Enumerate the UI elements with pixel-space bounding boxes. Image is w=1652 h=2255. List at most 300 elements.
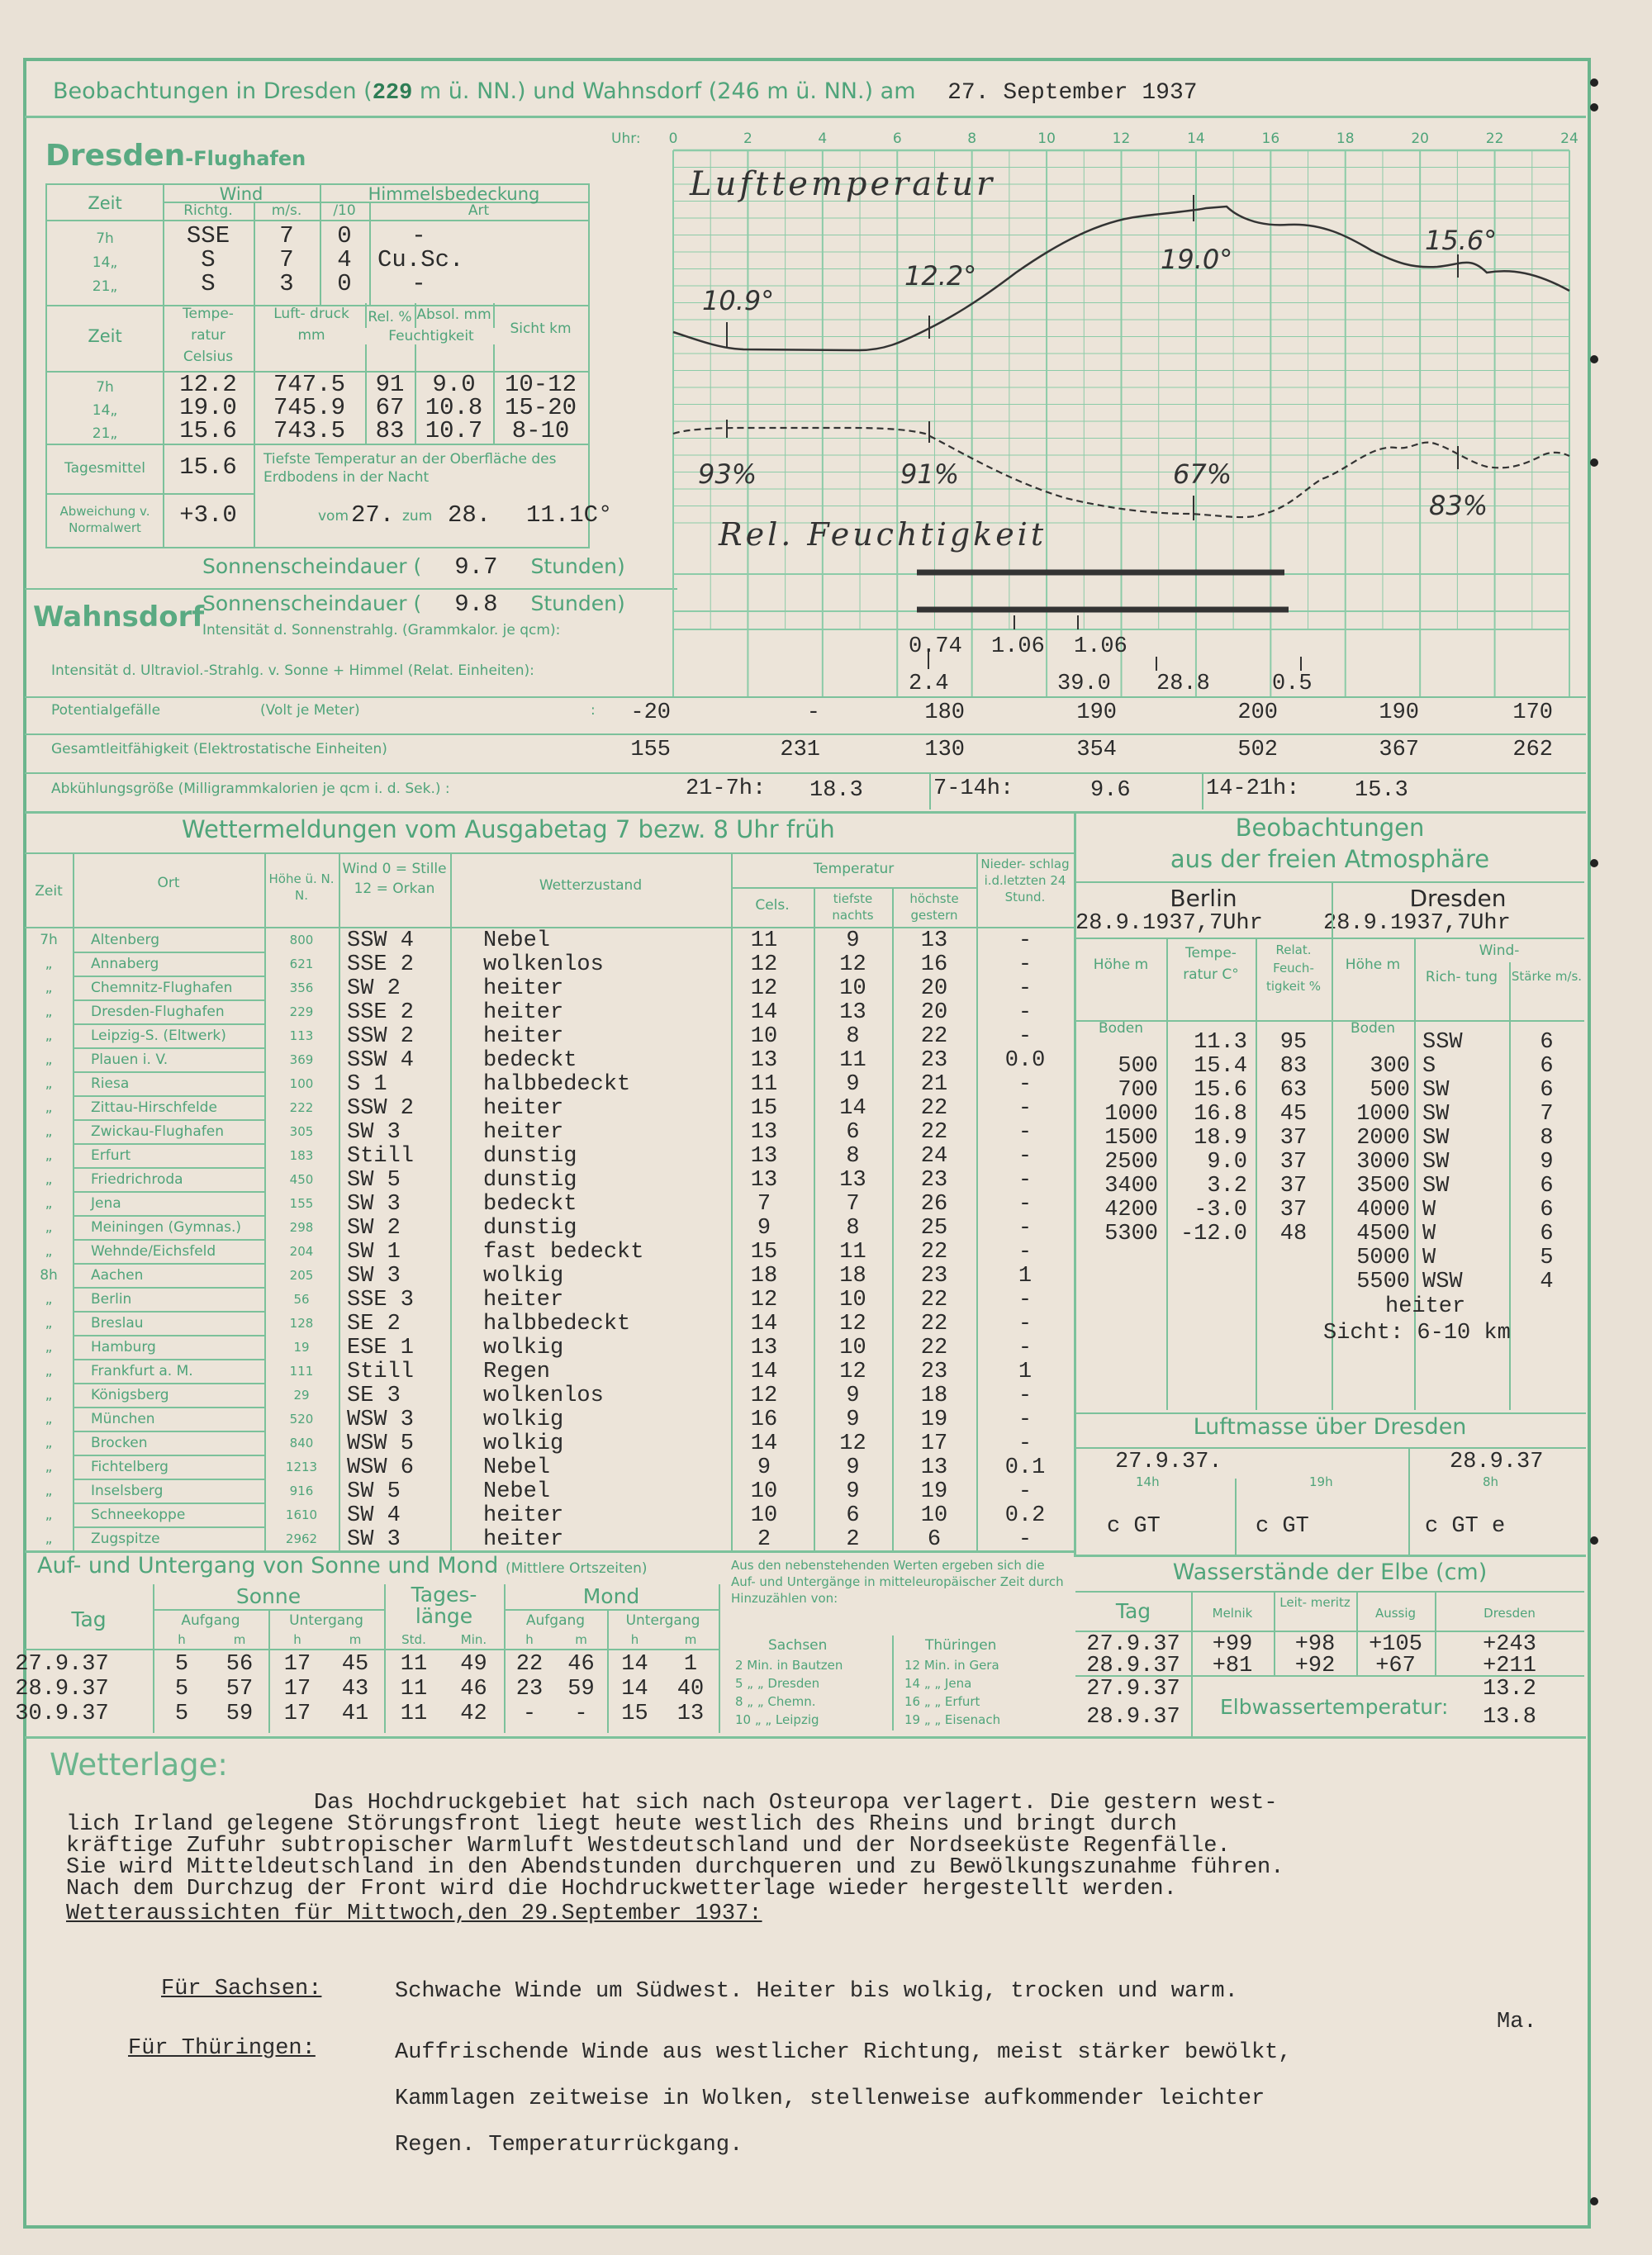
row-hoehe: 29: [293, 1388, 310, 1403]
row-zeit: „: [45, 1028, 53, 1044]
row-tief: 2: [846, 1527, 860, 1552]
row-tief: 9: [846, 1072, 860, 1097]
berlin-hoehe: 1000: [1104, 1102, 1158, 1127]
report-date: 27. September 1937: [947, 80, 1198, 106]
row-ort: Zwickau-Flughafen: [91, 1123, 224, 1140]
mez-sachsen: 8 „ „ Chemn.: [735, 1694, 816, 1709]
row-nieder: -: [1018, 1216, 1032, 1241]
elbe-temp-date: 27.9.37: [1086, 1677, 1180, 1702]
row-hoch: 22: [920, 1312, 948, 1336]
dresden-staerke: 6: [1540, 1198, 1554, 1222]
row-zustand: wolkenlos: [483, 1384, 604, 1408]
row-zustand: dunstig: [483, 1216, 577, 1241]
row-zustand: wolkig: [483, 1408, 564, 1432]
row-cels: 13: [750, 1144, 778, 1169]
elbe-cell: +99: [1212, 1632, 1253, 1657]
row-ort: Friedrichroda: [91, 1171, 183, 1188]
dresden-richtung: SW: [1422, 1150, 1450, 1175]
row-ort: Brocken: [91, 1435, 148, 1451]
wetterlage-title: Wetterlage:: [50, 1747, 228, 1783]
row-ort: Meiningen (Gymnas.): [91, 1219, 242, 1236]
row-tief: 12: [839, 952, 866, 977]
row-ort: Hamburg: [91, 1339, 156, 1355]
row-hoehe: 100: [289, 1076, 314, 1091]
sun-cell: 57: [225, 1677, 254, 1702]
row-hoch: 17: [920, 1431, 948, 1456]
row-nieder: -: [1018, 1120, 1032, 1145]
sun-cell: 59: [567, 1677, 595, 1702]
row-zustand: bedeckt: [483, 1192, 577, 1217]
berlin-feucht: 95: [1279, 1030, 1308, 1055]
punch-hole: [1590, 2197, 1598, 2205]
leit-value: 354: [1076, 738, 1117, 762]
row-zustand: wolkig: [483, 1336, 564, 1360]
hour-tick: 22: [1485, 131, 1504, 147]
row-nieder: -: [1018, 1408, 1032, 1432]
punch-hole: [1590, 859, 1598, 867]
row-hoehe: 204: [289, 1244, 314, 1259]
sun-cell: 27.9.37: [15, 1652, 109, 1677]
berlin-hoehe: 2500: [1104, 1150, 1158, 1175]
header-title: Beobachtungen in Dresden (229 m ü. NN.) und Wahnsdorf (246 m ü. NN.) am 27. September 1937: [53, 78, 1198, 106]
row-ort: Breslau: [91, 1315, 144, 1332]
row-cels: 14: [750, 1000, 778, 1025]
dresden-richtung: SW: [1422, 1078, 1450, 1103]
row-zeit: „: [45, 1195, 53, 1212]
uv-value: 28.8: [1156, 672, 1210, 696]
graph-title-rel-feuchtigkeit: Rel. Feuchtigkeit: [719, 516, 1047, 553]
row-zustand: halbbedeckt: [483, 1072, 631, 1097]
row-zustand: heiter: [483, 1527, 564, 1552]
hum-label-4: 83%: [1429, 490, 1488, 521]
sun-cell: 5: [174, 1677, 189, 1702]
uv-value: 2.4: [909, 672, 949, 696]
row-tief: 12: [839, 1431, 866, 1456]
row-hoch: 26: [920, 1192, 948, 1217]
sun-cell: 56: [225, 1652, 254, 1677]
elbe-cell: +67: [1375, 1654, 1416, 1678]
row-cels: 14: [750, 1360, 778, 1384]
dresden-richtung: WSW: [1422, 1270, 1463, 1294]
row-tief: 7: [846, 1192, 860, 1217]
berlin-feucht: 48: [1279, 1222, 1308, 1246]
dresden-staerke: 6: [1540, 1030, 1554, 1055]
row-cels: 10: [750, 1479, 778, 1504]
row-ort: Wehnde/Eichsfeld: [91, 1243, 216, 1260]
intensity-value: 1.06: [991, 634, 1045, 659]
row-hoehe: 916: [289, 1484, 314, 1498]
berlin-feucht: 37: [1279, 1126, 1308, 1151]
row-tief: 13: [839, 1000, 866, 1025]
row-cels: 9: [757, 1216, 771, 1241]
weather-reports-table: Zeit Ort Höhe ü. N. N. Wind 0 = Stille 12 = Orkan Wetterzustand Temperatur Cels. tiefste nachts höchste gestern Nieder- schlag i.d.letzten 24 Stund. 7h Altenberg 800 SSW 4 Nebel 11 9 13 - „ Annaberg 621 SSE 2 wolkenlos 12 12 16 - „ Chemnitz-Flughafen 356 SW 2 heiter 12 10 20 - „ Dresden-Flughafen 229 SSE 2 heiter 14 13 20 - „ Leipzig-S. (Eltwerk) 113 SSW 2 heiter 10 8 22 - „ Plauen i. V. 369 SSW 4 bedeckt 13 11 23 0.0 „ Riesa 100 S 1 halbbedeckt 11 9 21 - „ Zittau-Hirschfelde 222 SSW 2 heiter 15 14 22 - „ Zwickau-Flughafen 305 SW 3 heiter 13 6 22 - „ Erfurt 183 Still dunstig 13 8 24 - „ Friedrichroda 450 SW 5 dunstig 13 13 23 - „ Jena 155 SW 3 bedeckt 7 7 26 - „ Meiningen (Gymnas.) 298 SW 2 dunstig 9 8 25 - „ Wehnde/Eichsfeld 204 SW 1 fast bedeckt 15 11 22 - 8h Aachen 205 SW 3 wolkig 18 18 23 1 „ Berlin 56 SSE 3 heiter 12 10 22 - „ Breslau 128 SE 2 halbbedeckt 14 12 22 - „ Hamburg 19 ESE 1 wolkig 13 10 22 - „ Frankfurt a. M. 111 Still Regen 14 12 23 1 „ Königsberg 29 SE 3 wolkenlos 12 9 18 - „ München 520 WSW 3 wolkig 16 9 19 - „ Brocken 840 WSW 5 wolkig 14 12 17 - „ Fichtelberg 1213 WSW 6 Nebel 9 9 13 0.1 „ Inselsberg 916 SW 5 Nebel 10 9 19 - „ Schneekoppe 1610 SW 4 heiter 10 6 10 0.2 „ Zugspitze 2962 SW 3 heiter 2 2 6 -: [25, 852, 1074, 1552]
row-wind: SSE 2: [347, 1000, 415, 1025]
forecast-thueringen-label: Für Thüringen:: [128, 2036, 316, 2061]
leit-value: 502: [1237, 738, 1278, 762]
row-cels: 11: [750, 928, 778, 953]
sun-cell: 11: [400, 1652, 428, 1677]
row-nieder: -: [1018, 1240, 1032, 1265]
row-tief: 8: [846, 1144, 860, 1169]
row-hoehe: 155: [289, 1196, 314, 1211]
row-wind: Still: [347, 1360, 415, 1384]
row-hoch: 10: [920, 1503, 948, 1528]
sun-cell: -: [574, 1702, 588, 1726]
row-zeit: „: [45, 1147, 53, 1164]
berlin-feucht: 45: [1279, 1102, 1308, 1127]
row-hoch: 22: [920, 1024, 948, 1049]
dresden-hoehe: 4500: [1356, 1222, 1410, 1246]
row-tief: 6: [846, 1503, 860, 1528]
temp-label-21h: 15.6°: [1425, 225, 1498, 256]
row-hoehe: 840: [289, 1436, 314, 1450]
row-cels: 10: [750, 1503, 778, 1528]
sun-cell: -: [522, 1702, 537, 1726]
row-cels: 13: [750, 1120, 778, 1145]
sun-cell: 43: [341, 1677, 369, 1702]
dresden-staerke: 7: [1540, 1102, 1554, 1127]
row-zeit: „: [45, 1531, 53, 1547]
row-zustand: wolkig: [483, 1264, 564, 1289]
row-cels: 14: [750, 1431, 778, 1456]
elbe-water-table: Wasserstände der Elbe (cm) Tag Melnik Leit- meritz Aussig Dresden 27.9.37 +99 +98 +105 +243 28.9.37 +81 +92 +67 +211 27.9.37 13.2 28.9.37 13.8 Elbwassertemperatur:: [1075, 1556, 1584, 1736]
row-hoch: 23: [920, 1048, 948, 1073]
row-wind: SSW 2: [347, 1024, 415, 1049]
hour-tick: 14: [1187, 131, 1205, 147]
row-cels: 13: [750, 1048, 778, 1073]
dresden-richtung: W: [1422, 1198, 1436, 1222]
row-zustand: heiter: [483, 1288, 564, 1313]
row-nieder: -: [1018, 1000, 1032, 1025]
dresden-hoehe: 1000: [1356, 1102, 1410, 1127]
dresden-staerke: 6: [1540, 1054, 1554, 1079]
berlin-hoehe: 5300: [1104, 1222, 1158, 1246]
elbe-cell: +98: [1294, 1632, 1336, 1657]
row-zustand: heiter: [483, 1096, 564, 1121]
sun-cell: 17: [283, 1677, 311, 1702]
row-wind: SSE 2: [347, 952, 415, 977]
row-nieder: -: [1018, 1479, 1032, 1504]
row-cels: 12: [750, 952, 778, 977]
berlin-temp: 18.9: [1194, 1126, 1247, 1151]
row-nieder: -: [1018, 1336, 1032, 1360]
row-zeit: „: [45, 1052, 53, 1068]
row-cels: 7: [757, 1192, 771, 1217]
luftmasse-date: 28.9.37: [1450, 1450, 1544, 1474]
hour-tick: 4: [818, 131, 828, 147]
row-hoch: 19: [920, 1479, 948, 1504]
row-zustand: Regen: [483, 1360, 551, 1384]
row-zeit: „: [45, 1507, 53, 1523]
luftmasse-value: c GT: [1256, 1514, 1309, 1539]
row-nieder: -: [1018, 952, 1032, 977]
hour-tick: 0: [668, 131, 678, 147]
row-hoehe: 205: [289, 1268, 314, 1283]
dresden-richtung: W: [1422, 1246, 1436, 1270]
berlin-temp: 3.2: [1207, 1174, 1247, 1199]
row-tief: 9: [846, 1479, 860, 1504]
potential-value: -: [806, 700, 820, 725]
leit-value: 130: [924, 738, 965, 762]
row-hoehe: 2962: [285, 1531, 318, 1546]
row-ort: Zugspitze: [91, 1531, 160, 1547]
row-hoehe: 369: [289, 1052, 314, 1067]
row-cels: 13: [750, 1336, 778, 1360]
row-ort: Fichtelberg: [91, 1459, 169, 1475]
wind-table: Zeit Wind Himmelsbedeckung Richtg. m/s. /10 Art 7h 14„ 21„ SSE S S 7 7 3 0 4 0 - Cu.Sc. -: [45, 183, 590, 306]
row-ort: Dresden-Flughafen: [91, 1004, 225, 1020]
row-wind: ESE 1: [347, 1336, 415, 1360]
row-hoch: 13: [920, 1455, 948, 1480]
berlin-temp: -12.0: [1180, 1222, 1247, 1246]
row-zeit: „: [45, 1387, 53, 1403]
intensity-value: 0.74: [909, 634, 962, 659]
row-tief: 13: [839, 1168, 866, 1193]
row-hoehe: 621: [289, 957, 314, 971]
luftmasse-value: c GT e: [1425, 1514, 1506, 1539]
row-zeit: „: [45, 1483, 53, 1499]
row-ort: Chemnitz-Flughafen: [91, 980, 233, 996]
hour-tick: 8: [967, 131, 977, 147]
row-zustand: wolkenlos: [483, 952, 604, 977]
forecast-thueringen: Auffrischende Winde aus westlicher Richtung, meist stärker bewölkt,: [395, 2040, 1292, 2065]
row-zeit: „: [45, 1363, 53, 1379]
row-cels: 12: [750, 976, 778, 1001]
sun-cell: 11: [400, 1677, 428, 1702]
sun-cell: 5: [174, 1702, 189, 1726]
row-zeit: „: [45, 1123, 53, 1140]
row-hoehe: 298: [289, 1220, 314, 1235]
hour-tick: 10: [1037, 131, 1056, 147]
row-hoehe: 19: [293, 1340, 310, 1355]
dresden-staerke: 6: [1540, 1078, 1554, 1103]
elbe-cell: +105: [1369, 1632, 1422, 1657]
sun-cell: 17: [283, 1702, 311, 1726]
row-wind: SE 3: [347, 1384, 401, 1408]
sun-cell: 1: [683, 1652, 698, 1677]
tagesmittel-box: Tagesmittel 15.6 Tiefste Temperatur an der Oberfläche des Erdbodens in der Nacht Abweichung v. Normalwert +3.0 vom 27. zum 28. 11.1C°: [45, 444, 590, 548]
row-hoch: 20: [920, 976, 948, 1001]
row-tief: 11: [839, 1240, 866, 1265]
row-zustand: fast bedeckt: [483, 1240, 644, 1265]
intensity-value: 1.06: [1074, 634, 1127, 659]
row-nieder: -: [1018, 1024, 1032, 1049]
row-zeit: „: [45, 1315, 53, 1332]
row-tief: 10: [839, 1288, 866, 1313]
row-hoehe: 450: [289, 1172, 314, 1187]
temp-label-7h: 10.9°: [702, 285, 775, 316]
berlin-feucht: 83: [1279, 1054, 1308, 1079]
row-tief: 10: [839, 976, 866, 1001]
dresden-hoehe: 5000: [1356, 1246, 1410, 1270]
berlin-feucht: 63: [1279, 1078, 1308, 1103]
row-hoehe: 1213: [285, 1460, 318, 1474]
row-nieder: 1: [1018, 1360, 1032, 1384]
sunshine-dresden: Sonnenscheindauer ( 9.7 Stunden): [202, 553, 625, 581]
sun-cell: 15: [621, 1702, 648, 1726]
dresden-staerke: 4: [1540, 1270, 1554, 1294]
row-zustand: heiter: [483, 1120, 564, 1145]
row-wind: SW 2: [347, 976, 401, 1001]
hum-label-1: 93%: [698, 458, 757, 490]
row-wind: SE 2: [347, 1312, 401, 1336]
sun-cell: 45: [341, 1652, 369, 1677]
row-zeit: „: [45, 1171, 53, 1188]
sun-cell: 11: [400, 1702, 428, 1726]
hour-tick: 24: [1560, 131, 1578, 147]
uv-value: 0.5: [1272, 672, 1313, 696]
wetter-title: Wettermeldungen vom Ausgabetag 7 bezw. 8 Uhr früh: [182, 815, 835, 843]
sun-cell: 13: [676, 1702, 705, 1726]
leit-value: 262: [1512, 738, 1553, 762]
row-ort: Altenberg: [91, 932, 159, 948]
row-ort: Annaberg: [91, 956, 159, 972]
row-tief: 12: [839, 1360, 866, 1384]
row-wind: SW 4: [347, 1503, 401, 1528]
dresden-staerke: 9: [1540, 1150, 1554, 1175]
elbe-cell: +243: [1483, 1632, 1536, 1657]
temp-label-max: 19.0°: [1161, 244, 1233, 275]
berlin-temp: 11.3: [1194, 1030, 1247, 1055]
row-nieder: -: [1018, 1431, 1032, 1456]
luftmasse-date: 27.9.37.: [1115, 1450, 1222, 1474]
row-hoch: 22: [920, 1336, 948, 1360]
station-wahnsdorf: Wahnsdorf: [33, 601, 205, 634]
row-zustand: Nebel: [483, 1479, 551, 1504]
uv-label: Intensität d. Ultraviol.-Strahlg. v. Sonne + Himmel (Relat. Einheiten):: [51, 662, 534, 679]
row-zustand: Nebel: [483, 1455, 551, 1480]
sun-cell: 5: [174, 1652, 189, 1677]
dresden-hoehe: 5500: [1356, 1270, 1410, 1294]
sonne-title: Auf- und Untergang von Sonne und Mond (Mittlere Ortszeiten): [37, 1553, 648, 1578]
row-zustand: heiter: [483, 976, 564, 1001]
elbe-cell: 27.9.37: [1086, 1632, 1180, 1657]
uv-value: 39.0: [1057, 672, 1111, 696]
berlin-temp: 15.6: [1194, 1078, 1247, 1103]
row-ort: Leipzig-S. (Eltwerk): [91, 1028, 226, 1044]
berlin-temp: 9.0: [1207, 1150, 1247, 1175]
row-wind: SW 3: [347, 1192, 401, 1217]
hour-tick: 6: [892, 131, 902, 147]
row-hoch: 22: [920, 1096, 948, 1121]
elbe-cell: +92: [1294, 1654, 1336, 1678]
row-cels: 14: [750, 1312, 778, 1336]
mez-sachsen: 2 Min. in Bautzen: [735, 1658, 843, 1673]
row-zeit: „: [45, 1075, 53, 1092]
row-tief: 8: [846, 1024, 860, 1049]
row-ort: Inselsberg: [91, 1483, 164, 1499]
dresden-hoehe: Boden: [1350, 1020, 1396, 1037]
row-ort: Königsberg: [91, 1387, 169, 1403]
row-hoch: 6: [927, 1527, 942, 1552]
berlin-hoehe: Boden: [1098, 1020, 1144, 1037]
dresden-hoehe: 2000: [1356, 1126, 1410, 1151]
elbe-temp-date: 28.9.37: [1086, 1705, 1180, 1730]
row-hoehe: 222: [289, 1100, 314, 1115]
row-wind: SW 3: [347, 1120, 401, 1145]
hour-tick: 12: [1112, 131, 1131, 147]
row-zeit: „: [45, 1459, 53, 1475]
row-wind: SSE 3: [347, 1288, 415, 1313]
potential-value: 180: [924, 700, 965, 725]
row-zeit: „: [45, 980, 53, 996]
row-nieder: 0.0: [1004, 1048, 1046, 1073]
row-ort: Aachen: [91, 1267, 144, 1284]
row-wind: SW 3: [347, 1264, 401, 1289]
row-hoehe: 800: [289, 933, 314, 947]
sun-cell: 22: [515, 1652, 544, 1677]
mez-sachsen: 10 „ „ Leipzig: [735, 1712, 819, 1727]
sun-cell: 23: [515, 1677, 544, 1702]
dresden-richtung: SW: [1422, 1102, 1450, 1127]
row-hoehe: 128: [289, 1316, 314, 1331]
row-hoehe: 56: [293, 1292, 310, 1307]
berlin-feucht: 37: [1279, 1150, 1308, 1175]
mez-thueringen: 19 „ „ Eisenach: [904, 1712, 1001, 1727]
potential-value: 190: [1379, 700, 1419, 725]
row-nieder: -: [1018, 1527, 1032, 1552]
row-tief: 9: [846, 1384, 860, 1408]
sun-cell: 49: [460, 1652, 487, 1677]
sun-cell: 28.9.37: [15, 1677, 109, 1702]
row-wind: WSW 6: [347, 1455, 415, 1480]
elbe-temp-value: 13.8: [1483, 1705, 1536, 1730]
sunshine-wahnsdorf: Sonnenscheindauer ( 9.8 Stunden): [202, 591, 625, 618]
row-wind: Still: [347, 1144, 415, 1169]
dresden-staerke: 6: [1540, 1174, 1554, 1199]
row-wind: WSW 5: [347, 1431, 415, 1456]
mez-thueringen: 16 „ „ Erfurt: [904, 1694, 980, 1709]
elbe-temp-value: 13.2: [1483, 1677, 1536, 1702]
row-wind: SW 1: [347, 1240, 401, 1265]
row-tief: 9: [846, 1455, 860, 1480]
potential-value: 200: [1237, 700, 1278, 725]
dresden-richtung: SW: [1422, 1126, 1450, 1151]
row-cels: 11: [750, 1072, 778, 1097]
row-tief: 12: [839, 1312, 866, 1336]
row-hoch: 22: [920, 1240, 948, 1265]
row-hoch: 20: [920, 1000, 948, 1025]
row-zeit: „: [45, 1411, 53, 1427]
leit-value: 155: [630, 738, 671, 762]
mez-note: Aus den nebenstehenden Werten ergeben sich die Auf- und Untergänge in mitteleuropäischer Zeit durch Hinzuzählen von: Sachsen Thüringen 2 Min. in Bautzen 5 „ „ Dresden 8 „ „ Chemn. 10 „ „ Leipzig 12 Min. in Gera 14 „ „ Jena 16 „ „ Erfurt 19 „ „ Eisenach: [723, 1557, 1070, 1735]
berlin-temp: 15.4: [1194, 1054, 1247, 1079]
row-cels: 10: [750, 1024, 778, 1049]
row-cels: 12: [750, 1384, 778, 1408]
row-zustand: dunstig: [483, 1168, 577, 1193]
sun-moon-table: Tag Sonne Tages- länge Mond Aufgang Untergang Aufgang Untergang h m h m Std. Min. h m h m 27.9.37 5 56 17 45 11 49 22 46 14 1 28.9.37 5 57 17 43 11 46 23 59 14 40 30.9.37 5 59 17 41 11 42 - - 15 13: [25, 1584, 719, 1733]
sun-cell: 14: [621, 1652, 648, 1677]
elbe-cell: 28.9.37: [1086, 1654, 1180, 1678]
berlin-hoehe: 1500: [1104, 1126, 1158, 1151]
row-zeit: „: [45, 1435, 53, 1451]
berlin-temp: -3.0: [1194, 1198, 1247, 1222]
station-dresden: Dresden-Flughafen: [45, 139, 306, 173]
luftmasse-title: Luftmasse über Dresden: [1193, 1414, 1467, 1440]
leit-value: 367: [1379, 738, 1419, 762]
forecast-sachsen-label: Für Sachsen:: [161, 1977, 322, 2001]
row-hoehe: 229: [289, 1004, 314, 1019]
dresden-hoehe: 3000: [1356, 1150, 1410, 1175]
row-cels: 16: [750, 1408, 778, 1432]
row-wind: SW 5: [347, 1168, 401, 1193]
dresden-staerke: 5: [1540, 1246, 1554, 1270]
sun-cell: 46: [567, 1652, 595, 1677]
dresden-staerke: 8: [1540, 1126, 1554, 1151]
dresden-richtung: SW: [1422, 1174, 1450, 1199]
dresden-hoehe: 500: [1370, 1078, 1410, 1103]
berlin-hoehe: 3400: [1104, 1174, 1158, 1199]
